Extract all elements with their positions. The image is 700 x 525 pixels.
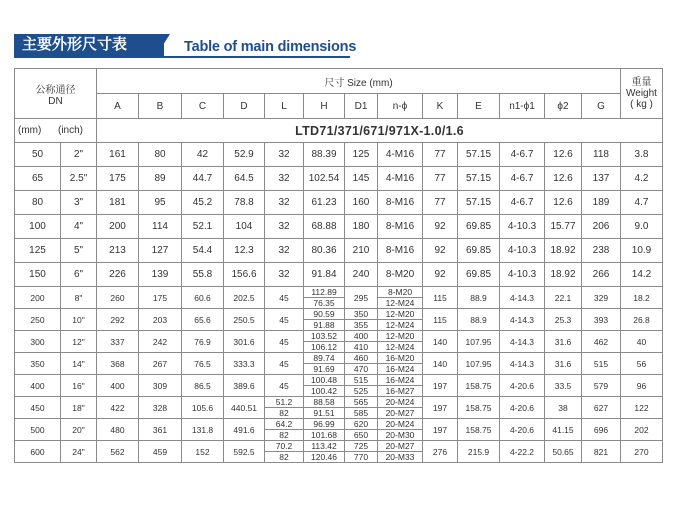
table-cell: 55.8 [182,263,224,287]
table-cell: 260 [97,287,139,309]
table-cell: 181 [97,191,139,215]
table-cell: 20-M24 [378,419,423,430]
table-cell: 89.74 [304,353,345,364]
table-cell: 76.5 [182,353,224,375]
size-group-header: 尺寸 Size (mm) [97,69,621,94]
table-cell: 462 [582,331,621,353]
table-cell: 95 [139,191,182,215]
table-cell: 152 [182,441,224,463]
table-cell: 4-14.3 [500,287,545,309]
col-header: A [97,94,139,119]
table-cell: 12" [61,331,97,353]
table-cell: 118 [582,143,621,167]
table-cell: 770 [345,452,378,463]
table-cell: 14" [61,353,97,375]
table-cell: 4-6.7 [500,167,545,191]
table-cell: 100.42 [304,386,345,397]
table-cell: 203 [139,309,182,331]
col-header: B [139,94,182,119]
table-cell: 120.46 [304,452,345,463]
table-cell: 52.9 [224,143,265,167]
col-header: E [458,94,500,119]
table-cell: 32 [265,239,304,263]
table-cell: 368 [97,353,139,375]
table-cell: 102.54 [304,167,345,191]
table-cell: 57.15 [458,167,500,191]
table-cell: 45 [265,375,304,397]
table-cell: 470 [345,364,378,375]
table-cell: 105.6 [182,397,224,419]
table-cell: 65 [15,167,61,191]
weight-cn: 重量 [631,77,652,88]
table-cell: 92 [423,263,458,287]
col-header: D1 [345,94,378,119]
units-cell [15,119,97,143]
col-header: G [582,94,621,119]
table-cell: 33.5 [545,375,582,397]
table-row [15,419,663,430]
table-cell: 161 [97,143,139,167]
table-cell: 78.8 [224,191,265,215]
table-cell: 10" [61,309,97,331]
table-cell: 158.75 [458,375,500,397]
table-cell: 4-6.7 [500,143,545,167]
table-cell: 127 [139,239,182,263]
table-cell: 4-10.3 [500,263,545,287]
table-cell: 226 [97,263,139,287]
table-cell: 103.52 [304,331,345,342]
table-row [15,239,663,263]
table-cell: 70.2 [265,441,304,452]
table-cell: 250 [15,309,61,331]
table-cell: 20-M27 [378,408,423,419]
table-cell: 5" [61,239,97,263]
table-cell: 301.6 [224,331,265,353]
table-cell: 309 [139,375,182,397]
col-header: L [265,94,304,119]
table-cell: 50.65 [545,441,582,463]
table-cell: 32 [265,263,304,287]
title-en: Table of main dimensions [184,39,357,55]
unit-mm: (mm) [18,125,42,136]
table-cell: 15.77 [545,215,582,239]
table-cell: 200 [15,287,61,309]
table-row [15,215,663,239]
table-cell: 361 [139,419,182,441]
table-cell: 77 [423,143,458,167]
table-cell: 197 [423,397,458,419]
table-cell: 329 [582,287,621,309]
col-header: n-ϕ [378,94,423,119]
title-tab-tip [156,34,170,56]
table-cell: 12.6 [545,191,582,215]
table-cell: 88.58 [304,397,345,408]
table-cell: 158.75 [458,397,500,419]
weight-unit: ( kg ) [630,99,653,110]
table-cell: 92 [423,215,458,239]
table-cell: 139 [139,263,182,287]
table-cell: 525 [345,386,378,397]
table-cell: 8-M20 [378,287,423,298]
table-cell: 585 [345,408,378,419]
table-cell: 76.35 [304,298,345,309]
table-cell: 20-M33 [378,452,423,463]
table-cell: 77 [423,167,458,191]
table-cell: 12.6 [545,143,582,167]
table-cell: 620 [345,419,378,430]
table-cell: 51.2 [265,397,304,408]
table-cell: 725 [345,441,378,452]
table-cell: 96.99 [304,419,345,430]
table-cell: 57.15 [458,191,500,215]
table-cell: 4-14.3 [500,309,545,331]
table-cell: 22.1 [545,287,582,309]
table-cell: 4-20.6 [500,397,545,419]
table-cell: 350 [345,309,378,320]
table-cell: 300 [15,331,61,353]
table-cell: 579 [582,375,621,397]
table-cell: 4-20.6 [500,375,545,397]
table-cell: 355 [345,320,378,331]
table-cell: 4-10.3 [500,215,545,239]
table-cell: 32 [265,167,304,191]
table-cell: 125 [345,143,378,167]
table-cell: 41.15 [545,419,582,441]
table-cell: 10.9 [621,239,663,263]
col-header: D [224,94,265,119]
table-cell: 250.5 [224,309,265,331]
table-cell: 82 [265,430,304,441]
model-title: LTD71/371/671/971X-1.0/1.6 [97,119,663,143]
table-cell: 650 [345,430,378,441]
table-cell: 101.68 [304,430,345,441]
table-cell: 200 [97,215,139,239]
title-underline [14,56,350,58]
table-cell: 276 [423,441,458,463]
section-header [8,6,698,55]
table-cell: 8-M20 [378,263,423,287]
table-cell: 459 [139,441,182,463]
table-cell: 4-14.3 [500,353,545,375]
table-cell: 500 [15,419,61,441]
table-cell: 90.59 [304,309,345,320]
table-cell: 122 [621,397,663,419]
table-cell: 32 [265,143,304,167]
table-cell: 82 [265,408,304,419]
table-cell: 137 [582,167,621,191]
table-cell: 18.2 [621,287,663,309]
table-cell: 16" [61,375,97,397]
table-cell: 114 [139,215,182,239]
table-cell: 292 [97,309,139,331]
table-cell: 56 [621,353,663,375]
table-cell: 100.48 [304,375,345,386]
table-cell: 491.6 [224,419,265,441]
table-cell: 76.9 [182,331,224,353]
table-cell: 45 [265,309,304,331]
table-cell: 12.6 [545,167,582,191]
table-cell: 12-M24 [378,320,423,331]
table-cell: 69.85 [458,263,500,287]
table-cell: 350 [15,353,61,375]
table-cell: 24" [61,441,97,463]
table-cell: 25.3 [545,309,582,331]
table-cell: 4.7 [621,191,663,215]
table-cell: 12.3 [224,239,265,263]
table-cell: 92 [423,239,458,263]
table-cell: 45 [265,287,304,309]
table-cell: 4-10.3 [500,239,545,263]
table-cell: 54.4 [182,239,224,263]
table-cell: 45 [265,353,304,375]
table-cell: 86.5 [182,375,224,397]
table-cell: 31.6 [545,353,582,375]
table-cell: 26.8 [621,309,663,331]
table-row [15,309,663,320]
table-cell: 9.0 [621,215,663,239]
dimensions-table [14,68,663,463]
table-cell: 4.2 [621,167,663,191]
table-cell: 202.5 [224,287,265,309]
table-cell: 4-M16 [378,167,423,191]
table-cell: 197 [423,419,458,441]
table-cell: 42 [182,143,224,167]
table-cell: 20" [61,419,97,441]
table-row [15,331,663,342]
table-cell: 104 [224,215,265,239]
table-cell: 44.7 [182,167,224,191]
table-cell: 60.6 [182,287,224,309]
table-cell: 12-M24 [378,342,423,353]
table-cell: 77 [423,191,458,215]
table-cell: 160 [345,191,378,215]
table-row [15,143,663,167]
table-cell: 515 [345,375,378,386]
table-cell: 480 [97,419,139,441]
table-cell: 18" [61,397,97,419]
table-cell: 270 [621,441,663,463]
col-header: n1-ϕ1 [500,94,545,119]
table-cell: 89 [139,167,182,191]
table-row [15,287,663,298]
table-cell: 2" [61,143,97,167]
table-cell: 600 [15,441,61,463]
col-header: ϕ2 [545,94,582,119]
table-cell: 4-M16 [378,143,423,167]
table-cell: 8-M16 [378,239,423,263]
table-cell: 2.5" [61,167,97,191]
table-cell: 158.75 [458,419,500,441]
table-cell: 16-M24 [378,375,423,386]
table-cell: 140 [423,331,458,353]
table-cell: 91.88 [304,320,345,331]
table-cell: 206 [582,215,621,239]
table-cell: 20-M27 [378,441,423,452]
title-cn: 主要外形尺寸表 [14,34,164,56]
table-row [15,167,663,191]
table-cell: 80.36 [304,239,345,263]
table-cell: 240 [345,263,378,287]
table-cell: 210 [345,239,378,263]
table-cell: 20-M30 [378,430,423,441]
table-cell: 821 [582,441,621,463]
table-cell: 80 [139,143,182,167]
table-cell: 592.5 [224,441,265,463]
weight-header [621,69,663,119]
table-cell: 440.51 [224,397,265,419]
table-cell: 4-6.7 [500,191,545,215]
nominal-dn: DN [48,95,63,107]
nominal-diameter-header [15,69,97,119]
table-cell: 565 [345,397,378,408]
table-row [15,353,663,364]
table-cell: 64.5 [224,167,265,191]
table-cell: 91.84 [304,263,345,287]
table-cell: 32 [265,191,304,215]
table-cell: 88.9 [458,309,500,331]
table-cell: 266 [582,263,621,287]
table-cell: 175 [139,287,182,309]
table-cell: 400 [97,375,139,397]
table-cell: 112.89 [304,287,345,298]
table-cell: 3.8 [621,143,663,167]
col-header: C [182,94,224,119]
table-cell: 131.8 [182,419,224,441]
unit-inch: (inch) [58,125,84,136]
table-cell: 115 [423,287,458,309]
table-cell: 88.39 [304,143,345,167]
table-cell: 91.69 [304,364,345,375]
table-cell: 82 [265,452,304,463]
table-cell: 389.6 [224,375,265,397]
table-cell: 69.85 [458,215,500,239]
table-cell: 400 [345,331,378,342]
table-cell: 4" [61,215,97,239]
table-cell: 410 [345,342,378,353]
table-cell: 242 [139,331,182,353]
table-cell: 295 [345,287,378,309]
table-cell: 6" [61,263,97,287]
table-cell: 57.15 [458,143,500,167]
table-cell: 125 [15,239,61,263]
table-cell: 8-M16 [378,191,423,215]
table-cell: 156.6 [224,263,265,287]
table-cell: 18.92 [545,263,582,287]
nominal-cn: 公称通径 [35,84,76,96]
table-cell: 145 [345,167,378,191]
table-cell: 8-M16 [378,215,423,239]
table-cell: 267 [139,353,182,375]
col-header: H [304,94,345,119]
table-cell: 38 [545,397,582,419]
table-cell: 91.51 [304,408,345,419]
table-row [15,263,663,287]
table-cell: 627 [582,397,621,419]
table-cell: 393 [582,309,621,331]
table-cell: 12-M20 [378,309,423,320]
table-cell: 175 [97,167,139,191]
table-cell: 45 [265,331,304,353]
table-cell: 140 [423,353,458,375]
table-row [15,397,663,408]
table-cell: 115 [423,309,458,331]
table-cell: 238 [582,239,621,263]
table-cell: 50 [15,143,61,167]
table-cell: 113.42 [304,441,345,452]
table-cell: 18.92 [545,239,582,263]
table-cell: 80 [15,191,61,215]
table-cell: 460 [345,353,378,364]
table-cell: 31.6 [545,331,582,353]
table-cell: 150 [15,263,61,287]
table-row [15,441,663,452]
table-cell: 12-M20 [378,331,423,342]
table-cell: 3" [61,191,97,215]
table-cell: 16-M24 [378,364,423,375]
table-cell: 61.23 [304,191,345,215]
table-cell: 64.2 [265,419,304,430]
table-cell: 333.3 [224,353,265,375]
table-cell: 69.85 [458,239,500,263]
weight-en: Weight [626,88,657,99]
table-cell: 16-M20 [378,353,423,364]
table-cell: 515 [582,353,621,375]
table-cell: 106.12 [304,342,345,353]
table-cell: 96 [621,375,663,397]
table-cell: 100 [15,215,61,239]
table-cell: 4-14.3 [500,331,545,353]
col-header: K [423,94,458,119]
table-cell: 20-M24 [378,397,423,408]
table-cell: 696 [582,419,621,441]
table-cell: 8" [61,287,97,309]
table-cell: 180 [345,215,378,239]
table-cell: 337 [97,331,139,353]
table-cell: 68.88 [304,215,345,239]
table-cell: 422 [97,397,139,419]
table-row [15,375,663,386]
table-cell: 12-M24 [378,298,423,309]
table-cell: 450 [15,397,61,419]
table-cell: 202 [621,419,663,441]
table-cell: 213 [97,239,139,263]
table-row [15,191,663,215]
table-cell: 52.1 [182,215,224,239]
table-cell: 197 [423,375,458,397]
table-cell: 107.95 [458,331,500,353]
table-cell: 65.6 [182,309,224,331]
table-cell: 40 [621,331,663,353]
table-cell: 400 [15,375,61,397]
table-cell: 45.2 [182,191,224,215]
table-cell: 16-M27 [378,386,423,397]
table-cell: 32 [265,215,304,239]
table-cell: 107.95 [458,353,500,375]
table-cell: 4-20.6 [500,419,545,441]
table-cell: 14.2 [621,263,663,287]
table-cell: 4-22.2 [500,441,545,463]
table-cell: 215.9 [458,441,500,463]
table-cell: 189 [582,191,621,215]
table-cell: 328 [139,397,182,419]
table-cell: 562 [97,441,139,463]
table-cell: 88.9 [458,287,500,309]
